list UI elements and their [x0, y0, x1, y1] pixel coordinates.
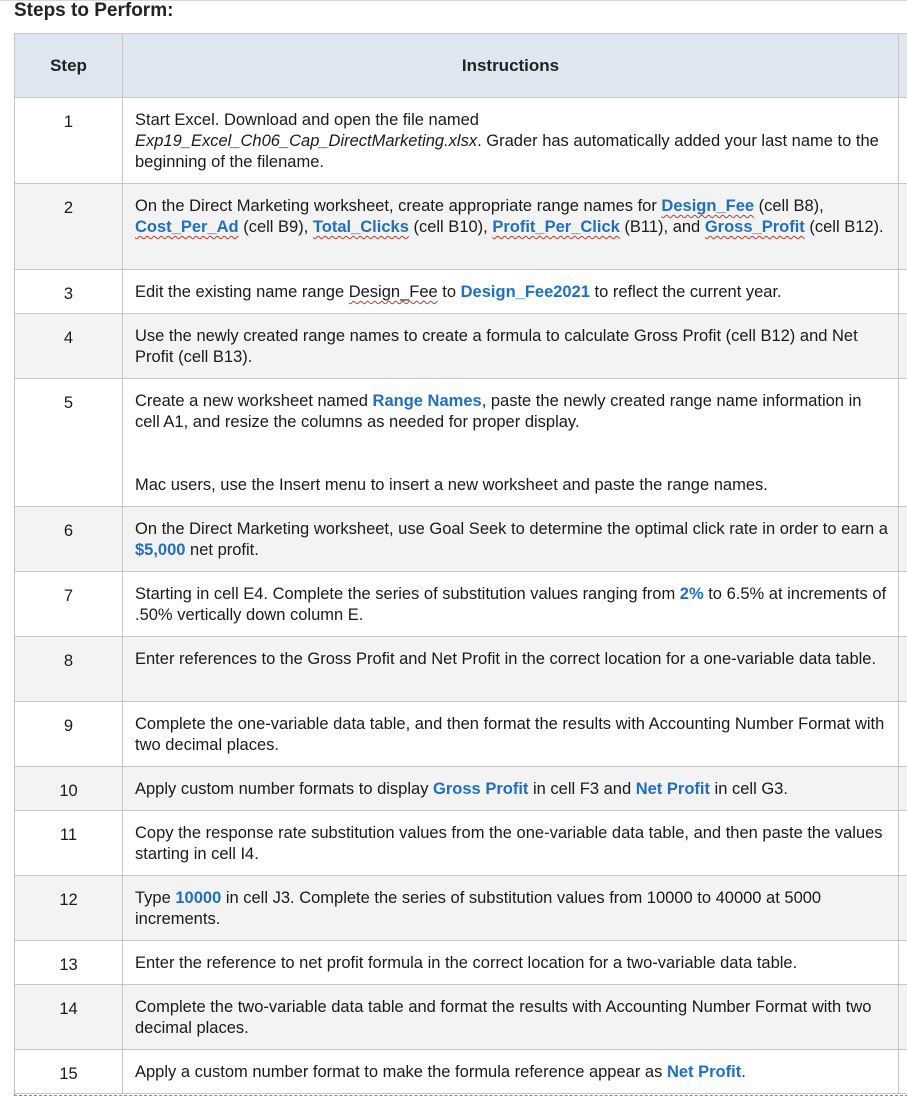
highlight-value: Design_Fee2021: [460, 283, 590, 301]
instruction-text: On the Direct Marketing worksheet, use Goal Seek to determine the optimal click rate in order to earn a: [135, 520, 888, 538]
step-instruction: [123, 572, 899, 637]
range-name-highlight: Cost_Per_Ad: [135, 218, 239, 236]
step-number: 13: [15, 941, 123, 985]
step-instruction: [123, 1050, 899, 1094]
instruction-text: to reflect the current year.: [589, 283, 782, 301]
step-instruction: Copy the response rate substitution values from the one-variable data table, and then paste the values starting in cell I4.: [123, 811, 899, 876]
step-instruction: [123, 184, 899, 270]
table-header-row: [15, 34, 907, 98]
table-row: [15, 702, 907, 767]
edge-cell: [899, 941, 907, 985]
range-name-highlight: Profit_Per_Click: [492, 218, 620, 236]
step-column-header: Step: [15, 34, 123, 98]
table-row: [15, 314, 907, 379]
mac-note: Mac users, use the Insert menu to insert a new worksheet and paste the range names.: [135, 476, 768, 494]
step-number: 6: [15, 507, 123, 572]
instruction-text: On the Direct Marketing worksheet, create appropriate range names for: [135, 197, 662, 215]
table-row: [15, 184, 907, 270]
instruction-text: (cell B9),: [238, 218, 313, 236]
table-row: [15, 811, 907, 876]
instruction-text: .: [741, 1063, 746, 1081]
edge-cell: [899, 34, 907, 98]
instruction-text: . Grader has automatically added your last name to the beginning of the filename.: [135, 132, 879, 171]
table-row: [15, 941, 907, 985]
instruction-text: Starting in cell E4. Complete the series of substitution values ranging from: [135, 585, 680, 603]
file-name: Exp19_Excel_Ch06_Cap_DirectMarketing.xlsx: [135, 132, 478, 150]
step-instruction: [123, 876, 899, 941]
edge-cell: [899, 184, 907, 270]
edge-cell: [899, 379, 907, 507]
table-row: [15, 985, 907, 1050]
edge-cell: [899, 270, 907, 314]
highlight-value: Gross Profit: [433, 780, 529, 798]
instruction-text: in cell F3 and: [528, 780, 636, 798]
instruction-text: in cell G3.: [709, 780, 788, 798]
instruction-text: in cell J3. Complete the series of substitution values from 10000 to 40000 at 5000 increments.: [135, 889, 822, 928]
step-number: 2: [15, 184, 123, 270]
step-instruction: [123, 270, 899, 314]
step-instruction: Use the newly created range names to create a formula to calculate Gross Profit (cell B12) and Net Profit (cell B13).: [123, 314, 899, 379]
instruction-text: , paste the newly created range name information in cell A1, and resize the columns as needed for proper display.: [135, 392, 862, 431]
edge-cell: [899, 507, 907, 572]
edge-cell: [899, 98, 907, 184]
steps-table: [14, 33, 907, 1094]
step-instruction: Complete the one-variable data table, and then format the results with Accounting Number Format with two decimal places.: [123, 702, 899, 767]
instruction-text: Type: [135, 889, 176, 907]
highlight-value: 2%: [679, 585, 704, 603]
edge-cell: [899, 811, 907, 876]
instructions-column-header: Instructions: [123, 34, 899, 98]
instruction-text: Apply a custom number format to make the formula reference appear as: [135, 1063, 667, 1081]
table-row: [15, 270, 907, 314]
edge-cell: [899, 876, 907, 941]
edge-cell: [899, 702, 907, 767]
table-row: [15, 876, 907, 941]
step-number: 15: [15, 1050, 123, 1094]
step-number: 12: [15, 876, 123, 941]
range-name-text: Design_Fee: [348, 283, 438, 301]
table-row: [15, 507, 907, 572]
step-number: 8: [15, 637, 123, 702]
edge-cell: [899, 314, 907, 379]
instruction-text: to 6.5% at increments of .50% vertically down column E.: [135, 585, 887, 624]
table-row: [15, 637, 907, 702]
table-row: [15, 1050, 907, 1094]
step-number: 1: [15, 98, 123, 184]
range-name-highlight: Total_Clicks: [312, 218, 409, 236]
step-number: 9: [15, 702, 123, 767]
table-row: [15, 767, 907, 811]
step-number: 14: [15, 985, 123, 1050]
highlight-value: Range Names: [372, 392, 482, 410]
step-instruction: [123, 507, 899, 572]
step-instruction: [123, 98, 899, 184]
page-heading: Steps to Perform:: [14, 0, 174, 21]
step-number: 5: [15, 379, 123, 507]
edge-cell: [899, 637, 907, 702]
table-row: [15, 98, 907, 184]
step-instruction: [123, 767, 899, 811]
edge-cell: [899, 1050, 907, 1094]
highlight-value: Net Profit: [635, 780, 710, 798]
step-number: 10: [15, 767, 123, 811]
instruction-text: to: [437, 283, 461, 301]
instruction-text: (B11), and: [619, 218, 705, 236]
edge-cell: [899, 767, 907, 811]
step-instruction: Enter references to the Gross Profit and Net Profit in the correct location for a one-variable data table.: [123, 637, 899, 702]
instruction-text: Create a new worksheet named: [135, 392, 373, 410]
step-number: 4: [15, 314, 123, 379]
range-name-highlight: Design_Fee: [661, 197, 755, 215]
edge-cell: [899, 572, 907, 637]
step-instruction: Complete the two-variable data table and format the results with Accounting Number Format with two decimal places.: [123, 985, 899, 1050]
instruction-text: (cell B8),: [754, 197, 824, 215]
instruction-text: Edit the existing name range: [135, 283, 349, 301]
range-name-highlight: Gross_Profit: [704, 218, 805, 236]
highlight-value: $5,000: [135, 541, 186, 559]
table-row: [15, 572, 907, 637]
step-instruction: [123, 379, 899, 507]
instruction-text: (cell B12).: [804, 218, 884, 236]
edge-cell: [899, 985, 907, 1050]
instruction-text: Apply custom number formats to display: [135, 780, 434, 798]
instruction-text: net profit.: [185, 541, 259, 559]
highlight-value: Net Profit: [666, 1063, 742, 1081]
step-number: 11: [15, 811, 123, 876]
step-instruction: Enter the reference to net profit formula in the correct location for a two-variable data table.: [123, 941, 899, 985]
instruction-text: Start Excel. Download and open the file named: [135, 111, 479, 129]
instruction-text: (cell B10),: [408, 218, 493, 236]
step-number: 3: [15, 270, 123, 314]
table-row: [15, 379, 907, 507]
highlight-value: 10000: [175, 889, 222, 907]
step-number: 7: [15, 572, 123, 637]
